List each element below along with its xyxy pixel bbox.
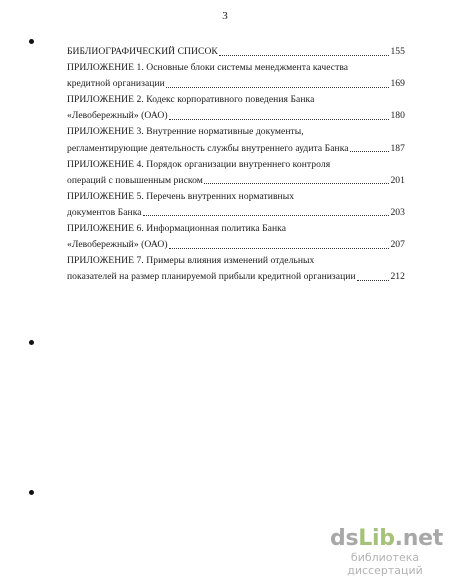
toc-entry-line bbox=[67, 221, 405, 237]
toc-entry bbox=[67, 92, 405, 124]
toc-entry-text: ПРИЛОЖЕНИЕ 3. Внутренние нормативные документы, bbox=[67, 126, 304, 138]
dot-leader bbox=[169, 119, 390, 120]
toc-entry-text: ПРИЛОЖЕНИЕ 1. Основные блоки системы менеджмента качества bbox=[67, 62, 349, 74]
toc-entry-text: БИБЛИОГРАФИЧЕСКИЙ СПИСОК bbox=[67, 46, 218, 57]
watermark-brand-prefix: ds bbox=[330, 526, 359, 551]
toc-entry-line bbox=[67, 189, 405, 205]
toc-entry-line bbox=[67, 157, 405, 173]
toc-entry-line bbox=[67, 92, 405, 108]
dot-leader bbox=[166, 87, 390, 88]
toc-entry bbox=[67, 221, 405, 253]
toc-entry-text: «Левобережный» (ОАО) bbox=[67, 110, 168, 122]
toc-page-number: 203 bbox=[390, 206, 405, 218]
watermark-brand-accent: Lib bbox=[358, 526, 395, 551]
watermark-logo bbox=[330, 526, 443, 577]
toc-entry bbox=[67, 189, 405, 221]
dot-leader bbox=[357, 280, 390, 281]
toc-entry-text: кредитной организации bbox=[67, 78, 165, 90]
dot-leader bbox=[204, 183, 390, 184]
toc-entry bbox=[67, 157, 405, 189]
toc-entry-line bbox=[67, 60, 405, 76]
toc-entry bbox=[67, 124, 405, 156]
binding-hole-mark bbox=[29, 39, 34, 44]
toc-page-number: 212 bbox=[390, 271, 405, 283]
dot-leader bbox=[350, 151, 390, 152]
toc-entry-line bbox=[67, 237, 405, 253]
watermark-brand bbox=[330, 526, 443, 551]
toc-entry-text: «Левобережный» (ОАО) bbox=[67, 239, 168, 251]
toc-page-number: 155 bbox=[390, 46, 405, 57]
toc-page-number: 169 bbox=[390, 78, 405, 90]
toc-entry-text: показателей на размер планируемой прибыли кредитной организации bbox=[67, 271, 356, 283]
toc-entry-text: операций с повышенным риском bbox=[67, 174, 203, 186]
toc-entry-text: ПРИЛОЖЕНИЕ 7. Примеры влияния изменений отдельных bbox=[67, 255, 315, 267]
toc-entry-line bbox=[67, 76, 405, 92]
dot-leader bbox=[143, 215, 390, 216]
dot-leader bbox=[219, 55, 390, 56]
toc-entry bbox=[67, 44, 405, 60]
table-of-contents bbox=[67, 44, 405, 285]
toc-entry-text: ПРИЛОЖЕНИЕ 2. Кодекс корпоративного поведения Банка bbox=[67, 94, 315, 106]
dot-leader bbox=[169, 248, 390, 249]
toc-entry-text: ПРИЛОЖЕНИЕ 4. Порядок организации внутреннего контроля bbox=[67, 158, 331, 170]
toc-entry-line bbox=[67, 269, 405, 285]
toc-entry-line bbox=[67, 173, 405, 189]
toc-entry-line bbox=[67, 205, 405, 221]
toc-entry-line bbox=[67, 44, 405, 60]
toc-entry-line bbox=[67, 253, 405, 269]
toc-page-number: 207 bbox=[390, 239, 405, 251]
toc-entry-line bbox=[67, 141, 405, 157]
toc-page-number: 180 bbox=[390, 110, 405, 122]
toc-entry-text: ПРИЛОЖЕНИЕ 5. Перечень внутренних нормативных bbox=[67, 190, 295, 202]
watermark-brand-suffix: .net bbox=[394, 526, 443, 551]
toc-entry-text: ПРИЛОЖЕНИЕ 6. Информационная политика Банка bbox=[67, 223, 286, 235]
page-number: 3 bbox=[222, 10, 228, 22]
binding-hole-mark bbox=[29, 340, 34, 345]
toc-page-number: 187 bbox=[390, 142, 405, 154]
toc-entry-text: документов Банка bbox=[67, 206, 142, 218]
toc-page-number: 201 bbox=[390, 174, 405, 186]
toc-entry-line bbox=[67, 124, 405, 140]
toc-entry-text: регламентирующие деятельность службы внутреннего аудита Банка bbox=[67, 142, 349, 154]
toc-entry-line bbox=[67, 108, 405, 124]
toc-entry bbox=[67, 60, 405, 92]
watermark-tagline: библиотека диссертаций bbox=[347, 551, 423, 577]
toc-entry bbox=[67, 253, 405, 285]
binding-hole-mark bbox=[29, 490, 34, 495]
